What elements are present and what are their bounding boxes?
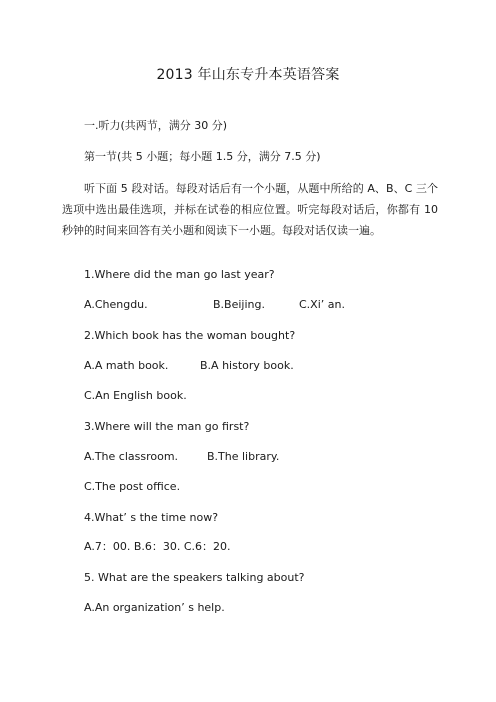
subsection-heading: 第一节(共 5 小题；每小题 1.5 分，满分 7.5 分) xyxy=(84,150,321,163)
option-a: A.Chengdu. xyxy=(84,298,148,311)
question-4-options: A.7：00. B.6：30. C.6：20. xyxy=(84,540,231,553)
option-a: A.A math book. xyxy=(84,359,169,372)
option-a: A.The classroom. xyxy=(84,450,179,463)
question-2-options xyxy=(84,359,294,373)
question-3-options xyxy=(84,450,279,464)
question-1-options xyxy=(84,298,345,312)
option-b: B.The library. xyxy=(207,450,280,463)
question-2-option-c: C.An English book. xyxy=(84,389,187,402)
option-b: B.A history book. xyxy=(200,359,294,372)
option-c: C.Xi’ an. xyxy=(299,298,345,311)
instructions-paragraph: 听下面 5 段对话。每段对话后有一个小题，从题中所给的 A、B、C 三个选项中选出最佳选项，并标在试卷的相应位置。听完每段对话后，你都有 10 秒钟的时间来回答有关小题和阅读下一小题。每段对话仅读一遍。 xyxy=(62,182,438,237)
question-4: 4.What’ s the time now? xyxy=(84,511,219,524)
question-5-option-a: A.An organization’ s help. xyxy=(84,601,225,614)
question-5: 5. What are the speakers talking about? xyxy=(84,571,305,584)
question-2: 2.Which book has the woman bought? xyxy=(84,329,296,342)
question-3-option-c: C.The post office. xyxy=(84,480,181,493)
section-heading: 一.听力(共两节，满分 30 分) xyxy=(84,119,228,132)
document-title: 2013 年山东专升本英语答案 xyxy=(156,67,340,83)
question-3: 3.Where will the man go first? xyxy=(84,420,250,433)
question-1: 1.Where did the man go last year? xyxy=(84,268,275,281)
option-b: B.Beijing. xyxy=(213,298,265,311)
